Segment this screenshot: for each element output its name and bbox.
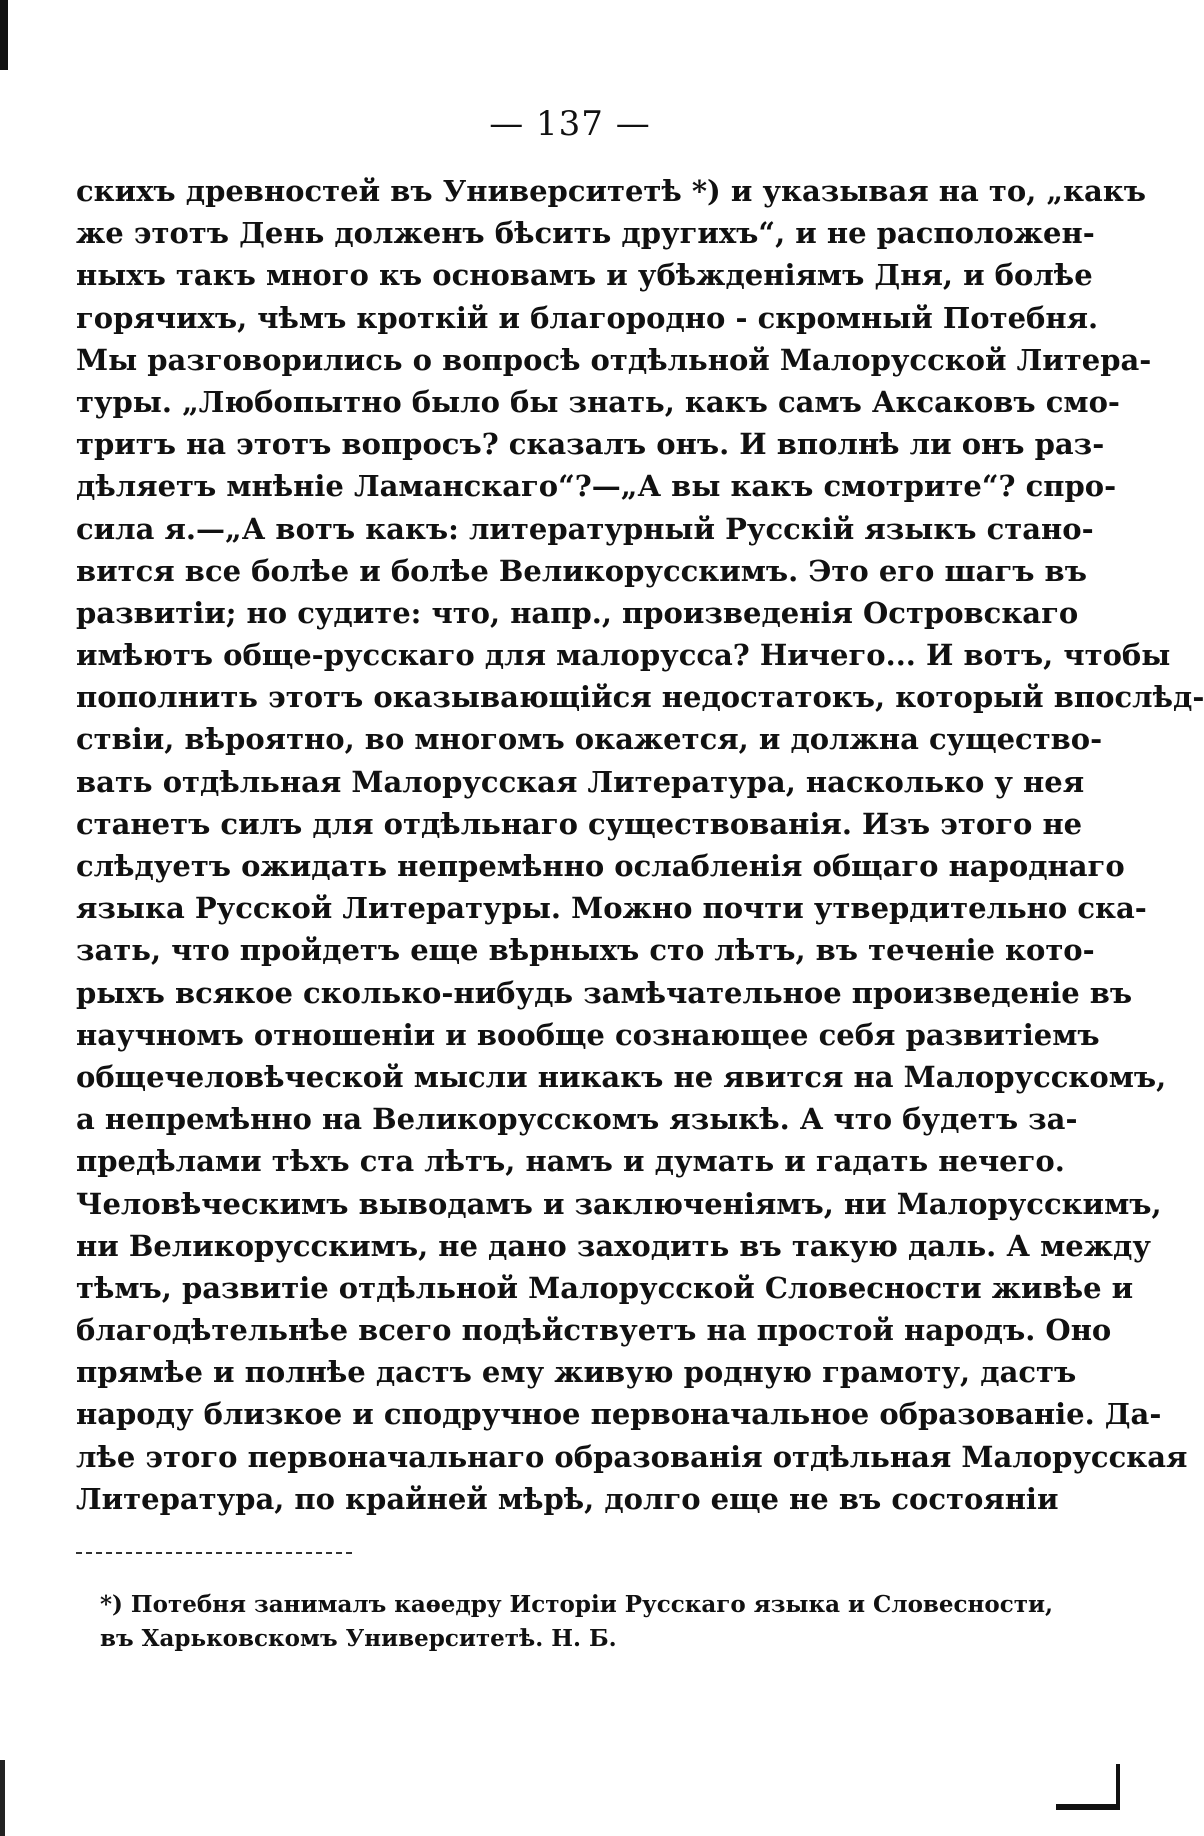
text-line: скихъ древностей въ Университетѣ *) и указывая на то, „какъ — [76, 174, 1147, 208]
text-line: дѣляетъ мнѣніе Ламанскаго“?—„А вы какъ смотрите“? спро- — [76, 469, 1117, 504]
scan-edge-mark-bottom — [0, 1760, 5, 1836]
text-line: Мы разговорились о вопросѣ отдѣльной Малорусской Литера- — [76, 342, 1152, 377]
text-line: зать, что пройдетъ еще вѣрныхъ сто лѣтъ, въ теченіе кото- — [76, 933, 1095, 968]
text-line: научномъ отношеніи и вообще сознающее себя развитіемъ — [76, 1017, 1100, 1052]
text-line: языка Русской Литературы. Можно почти утвердительно ска- — [76, 891, 1147, 926]
scan-edge-mark — [0, 0, 8, 70]
text-line: рыхъ всякое сколько-нибудь замѣчательное произведеніе въ — [76, 975, 1133, 1010]
text-line: вать отдѣльная Малорусская Литература, насколько у нея — [76, 764, 1085, 799]
text-line: благодѣтельнѣе всего подѣйствуетъ на простой народъ. Оно — [76, 1313, 1112, 1348]
text-line: предѣлами тѣхъ ста лѣтъ, намъ и думать и гадать нечего. — [76, 1144, 1065, 1179]
footnote-line: въ Харьковскомъ Университетѣ. Н. Б. — [100, 1625, 617, 1652]
text-line: тритъ на этотъ вопросъ? сказалъ онъ. И вполнѣ ли онъ раз- — [76, 427, 1105, 462]
text-line: Человѣческимъ выводамъ и заключеніямъ, ни Малорусскимъ, — [76, 1186, 1162, 1221]
text-line: общечеловѣческой мысли никакъ не явится на Малорусскомъ, — [76, 1059, 1167, 1094]
text-line: слѣдуетъ ожидать непремѣнно ослабленія общаго народнаго — [76, 849, 1125, 883]
body-text — [76, 170, 1204, 1520]
page-number: — 137 — — [489, 104, 651, 144]
footnote-line: *) Потебня занималъ каѳедру Исторіи Русскаго языка и Словесности, — [100, 1591, 1054, 1618]
text-line: пополнить этотъ оказывающійся недостатокъ, который впослѣд- — [76, 680, 1204, 715]
text-line: тѣмъ, развитіе отдѣльной Малорусской Словесности живѣе и — [76, 1270, 1134, 1305]
text-line: развитіи; но судите: что, напр., произведенія Островскаго — [76, 595, 1079, 630]
text-line: сила я.—„А вотъ какъ: литературный Русскій языкъ стано- — [76, 511, 1094, 546]
scan-corner-mark — [1056, 1764, 1120, 1810]
text-line: туры. „Любопытно было бы знать, какъ самъ Аксаковъ смо- — [76, 384, 1120, 419]
text-line: горячихъ, чѣмъ кроткій и благородно - скромный Потебня. — [76, 300, 1099, 335]
text-line: Литература, по крайней мѣрѣ, долго еще не въ состояніи — [76, 1481, 1059, 1516]
text-line: станетъ силъ для отдѣльнаго существованія. Изъ этого не — [76, 806, 1083, 841]
text-line: прямѣе и полнѣе дастъ ему живую родную грамоту, дастъ — [76, 1355, 1077, 1390]
footnote — [100, 1588, 1054, 1656]
text-line: ныхъ такъ много къ основамъ и убѣжденіямъ Дня, и болѣе — [76, 258, 1093, 293]
text-line: лѣе этого первоначальнаго образованія отдѣльная Малорусская — [76, 1439, 1188, 1474]
text-line: ствіи, вѣроятно, во многомъ окажется, и должна существо- — [76, 722, 1103, 757]
text-line: ни Великорусскимъ, не дано заходить въ такую даль. А между — [76, 1228, 1151, 1263]
text-line: же этотъ День долженъ бѣсить другихъ“, и не расположен- — [76, 216, 1095, 251]
text-line: а непремѣнно на Великорусскомъ языкѣ. А что будетъ за- — [76, 1102, 1078, 1137]
text-line: имѣютъ обще-русскаго для малорусса? Ничего... И вотъ, чтобы — [76, 638, 1171, 673]
text-line: вится все болѣе и болѣе Великорусскимъ. Это его шагъ въ — [76, 553, 1087, 588]
text-line: народу близкое и сподручное первоначальное образованіе. Да- — [76, 1397, 1162, 1432]
footnote-separator — [76, 1552, 352, 1554]
